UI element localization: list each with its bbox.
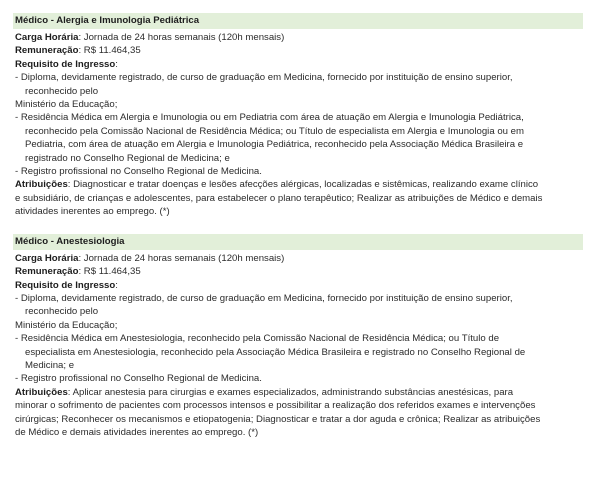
text-line: de Médico e demais atividades inerentes ao emprego. (*) (15, 426, 259, 438)
remuneracao-label: Remuneração (15, 266, 79, 278)
carga-horaria-label: Carga Horária (15, 252, 79, 264)
remuneracao-value: : R$ 11.464,35 (78, 266, 141, 278)
requisito-item-registro: - Registro profissional no Conselho Regional de Medicina. (15, 373, 262, 385)
text-line: Medicina; e (25, 359, 75, 371)
text-line: registrado no Conselho Regional de Medicina; e (25, 152, 230, 164)
requisito-heading (13, 279, 583, 292)
requisito-item-diploma (13, 71, 583, 98)
requisito-label: Requisito de Ingresso (15, 279, 116, 291)
atribuicoes-label: Atribuições (15, 386, 68, 398)
requisito-item-diploma (13, 292, 583, 319)
text-line: - Diploma, devidamente registrado, de curso de graduação em Medicina, fornecido por instituição de ensino superior, (15, 72, 513, 84)
text-line: Pediatria, com área de atuação em Alergia e Imunologia Pediátrica, reconhecido pela Associação Médica Brasileira e (25, 139, 524, 151)
requisito-heading (13, 58, 583, 71)
text-line: - Diploma, devidamente registrado, de curso de graduação em Medicina, fornecido por instituição de ensino superior, (15, 292, 513, 304)
requisito-item-residencia (13, 111, 583, 165)
text-line: reconhecido pelo (25, 306, 99, 318)
job-section-anestesiologia (13, 234, 583, 440)
requisito-item-residencia (13, 332, 583, 372)
carga-horaria-value: : Jornada de 24 horas semanais (120h mensais) (78, 252, 285, 264)
text-line: : Aplicar anestesia para cirurgias e exames especializados, administrando substâncias anestésicas, para (67, 386, 514, 398)
text-line: reconhecido pela Comissão Nacional de Residência Médica; ou Título de especialista em Alergia e Imunologia ou em (25, 125, 524, 137)
text-line: : Diagnosticar e tratar doenças e lesões afecções alérgicas, localizadas e sistêmicas, realizando exame clínico (67, 179, 539, 191)
text-line: - Residência Médica em Anestesiologia, reconhecido pela Comissão Nacional de Residência Médica; ou Título de (15, 333, 500, 345)
text-line: atividades inerentes ao emprego. (*) (15, 206, 170, 218)
atribuicoes-label: Atribuições (15, 179, 68, 191)
remuneracao (13, 44, 583, 57)
carga-horaria (13, 31, 583, 44)
text-line: e subsidiário, de crianças e adolescentes, para estabelecer o plano terapêutico; Realizar as atribuições de Médico e demais (15, 192, 543, 204)
requisito-colon: : (115, 58, 118, 70)
text-line: Ministério da Educação; (15, 99, 118, 111)
requisito-item-registro: - Registro profissional no Conselho Regional de Medicina. (15, 166, 262, 178)
text-line: - Residência Médica em Alergia e Imunologia ou em Pediatria com área de atuação em Alergia e Imunologia Pediátrica, (15, 112, 524, 124)
carga-horaria-value: : Jornada de 24 horas semanais (120h mensais) (78, 32, 285, 43)
text-line: especialista em Anestesiologia, reconhecido pela Associação Médica Brasileira e registrado no Conselho Regional de (25, 346, 526, 358)
text-line: minorar o sofrimento de pacientes com processos intensos e possibilitar a realização dos referidos exames e intervenções (15, 400, 536, 412)
text-line: cirúrgicas; Reconhecer os mecanismos e etiopatogenia; Diagnosticar e tratar a dor aguda e crônica; Realizar as atribuições (15, 413, 541, 425)
remuneracao-label: Remuneração (15, 45, 79, 57)
atribuicoes (13, 178, 583, 218)
carga-horaria-label: Carga Horária (15, 32, 79, 43)
job-section-alergia (13, 13, 583, 219)
remuneracao (13, 265, 583, 278)
remuneracao-value: : R$ 11.464,35 (78, 45, 141, 57)
section-title: Médico - Alergia e Imunologia Pediátrica (13, 13, 583, 29)
carga-horaria (13, 252, 583, 265)
document (13, 13, 583, 454)
text-line: Ministério da Educação; (15, 319, 118, 331)
requisito-colon: : (115, 279, 118, 291)
section-title: Médico - Anestesiologia (13, 234, 583, 250)
requisito-label: Requisito de Ingresso (15, 58, 116, 70)
atribuicoes (13, 386, 583, 440)
text-line: reconhecido pelo (25, 85, 99, 97)
